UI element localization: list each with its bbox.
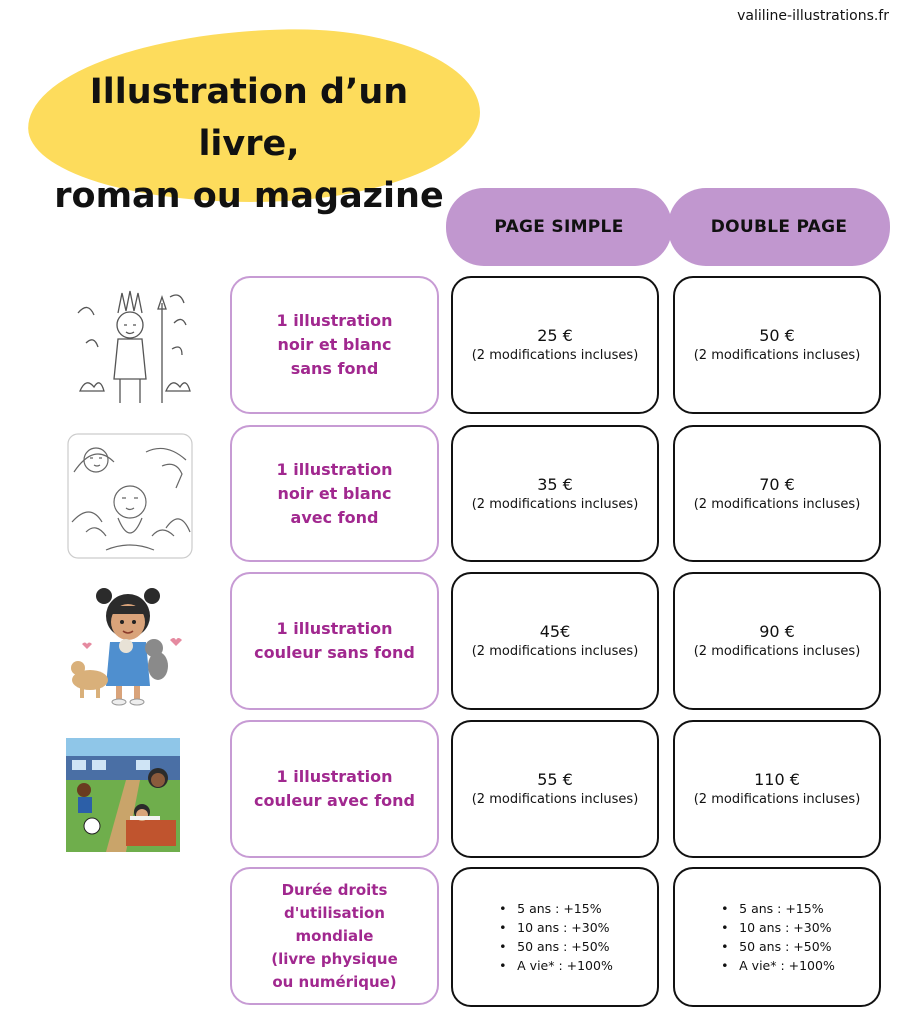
list-item: • 10 ans : +30%: [719, 918, 835, 937]
row-label-color-no-background: 1 illustration couleur sans fond: [230, 572, 439, 710]
page-title: [34, 66, 464, 222]
price-value: 55 €: [537, 770, 573, 789]
price-cell-bw-no-background-single: [451, 276, 659, 414]
price-cell-bw-with-background-double: [673, 425, 881, 562]
price-note: (2 modifications incluses): [471, 792, 639, 807]
price-value: 35 €: [537, 474, 573, 494]
list-item: • 10 ans : +30%: [497, 918, 613, 937]
rights-cell-single: [451, 867, 659, 1007]
price-value: 70 €: [759, 474, 795, 494]
row-label-usage-rights: Durée droits d'utilisation mondiale (livre physique ou numérique): [230, 867, 439, 1005]
row-label-bw-no-background: 1 illustration noir et blanc sans fond: [230, 276, 439, 414]
list-item: • A vie* : +100%: [497, 956, 613, 975]
price-cell-color-no-background-double: [673, 572, 881, 710]
girl-with-cats-dog-icon: [66, 580, 194, 708]
row-label-color-with-background: 1 illustration couleur avec fond: [230, 720, 439, 858]
animals-jungle-lineart-icon: [66, 432, 194, 560]
price-cell-color-no-background-single: [451, 572, 659, 710]
rights-list-double: [719, 899, 835, 975]
rights-list-single: [497, 899, 613, 975]
price-note: (2 modifications incluses): [693, 496, 861, 512]
website-url: valiline-illustrations.fr: [737, 8, 889, 24]
price-cell-bw-no-background-double: [673, 276, 881, 414]
column-header-single-page: PAGE SIMPLE: [446, 188, 672, 266]
schoolyard-scene-icon: [66, 738, 180, 852]
price-note: (2 modifications incluses): [693, 792, 861, 807]
price-note: (2 modifications incluses): [693, 644, 861, 659]
price-cell-color-with-background-double: [673, 720, 881, 858]
price-value: 25 €: [537, 326, 573, 345]
price-cell-bw-with-background-single: [451, 425, 659, 562]
list-item: • 5 ans : +15%: [719, 899, 835, 918]
row-label-bw-with-background: 1 illustration noir et blanc avec fond: [230, 425, 439, 562]
price-note: (2 modifications incluses): [471, 496, 639, 512]
child-warrior-lineart-icon: [66, 283, 194, 411]
title-line-1: Illustration d’un livre,: [89, 72, 409, 164]
price-value: 45€: [539, 622, 571, 641]
column-header-double-page: DOUBLE PAGE: [668, 188, 890, 266]
list-item: • A vie* : +100%: [719, 956, 835, 975]
price-value: 110 €: [754, 770, 800, 789]
price-note: (2 modifications incluses): [693, 348, 861, 363]
list-item: • 50 ans : +50%: [719, 937, 835, 956]
price-value: 50 €: [759, 326, 795, 345]
price-cell-color-with-background-single: [451, 720, 659, 858]
list-item: • 5 ans : +15%: [497, 899, 613, 918]
price-note: (2 modifications incluses): [471, 348, 639, 363]
title-line-2: roman ou magazine: [54, 176, 444, 216]
rights-cell-double: [673, 867, 881, 1007]
list-item: • 50 ans : +50%: [497, 937, 613, 956]
price-note: (2 modifications incluses): [471, 644, 639, 659]
price-value: 90 €: [759, 622, 795, 641]
